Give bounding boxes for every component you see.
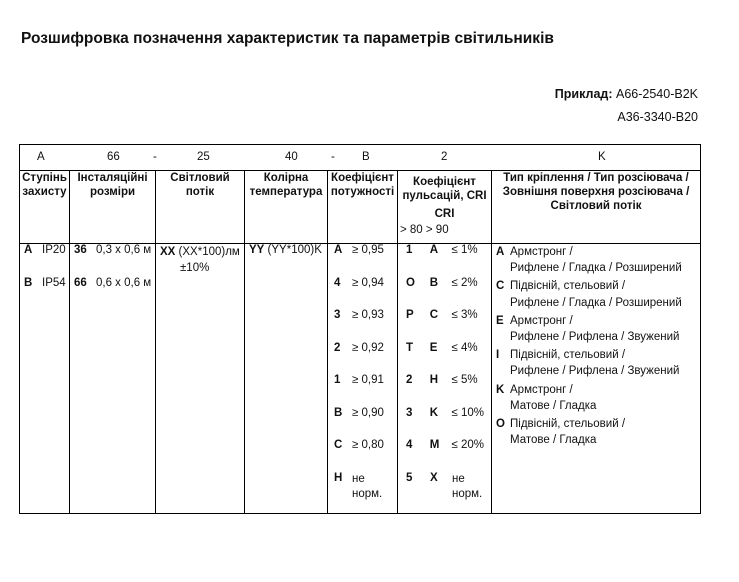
pulsation-item	[398, 277, 491, 310]
flux-tolerance: ±10%	[180, 262, 210, 274]
pulsation-value: ≤ 1%	[451, 244, 478, 256]
pulsation-code-2: H	[429, 374, 439, 386]
code-install: 66	[107, 151, 120, 163]
pf-code: C	[334, 439, 343, 451]
pf-code: H	[334, 471, 343, 484]
pf-code: 4	[334, 276, 341, 289]
protection-cell	[20, 244, 70, 514]
install-cell	[70, 244, 156, 514]
color-temp-value: (YY*100)K	[267, 244, 322, 256]
code-mount: K	[598, 151, 606, 163]
mount-item	[492, 278, 700, 310]
mount-code: O	[496, 418, 505, 431]
body-row	[20, 244, 701, 514]
mount-code: C	[496, 280, 505, 293]
mount-line-1: Армстронг /	[510, 314, 573, 327]
mount-line-2: Рифлене / Гладка / Розширений	[510, 296, 682, 309]
pulsation-value: ≤ 5%	[451, 374, 478, 386]
example-code-2: A36-3340-B20	[617, 110, 698, 124]
pulsation-item	[398, 244, 491, 277]
protection-value: IP54	[42, 276, 66, 289]
pulsation-code-1: 4	[406, 439, 413, 451]
protection-code: A	[24, 244, 33, 256]
pulsation-code-1: T	[406, 341, 414, 354]
pulsation-code-1: P	[406, 309, 414, 321]
pf-value: ≥ 0,80	[352, 439, 384, 451]
mount-line-2: Матове / Гладка	[510, 434, 597, 447]
pulsation-value: ≤ 2%	[451, 276, 478, 289]
pf-code: 3	[334, 309, 341, 321]
protection-value: IP20	[42, 244, 66, 256]
pulsation-code-2: C	[429, 309, 439, 321]
header-protection: Ступінь захисту	[20, 171, 70, 244]
protection-item	[20, 244, 69, 277]
header-cri: CRI	[434, 208, 455, 220]
pulsation-code-2: M	[429, 439, 440, 451]
flux-code: XX	[160, 246, 176, 258]
mount-line-1: Армстронг /	[510, 383, 573, 396]
code-dash-2: -	[331, 151, 335, 163]
code-dash-1: -	[153, 151, 157, 163]
mount-line-2: Рифлене / Рифлена / Звужений	[510, 365, 680, 378]
code-color-temp: 40	[285, 151, 298, 163]
pulsation-value: ≤ 3%	[451, 309, 478, 321]
mount-code: E	[496, 314, 504, 327]
header-row	[20, 171, 701, 244]
example-code-1: A66-2540-B2K	[615, 87, 698, 101]
pulsation-code-1: 3	[406, 406, 413, 419]
pulsation-item	[398, 472, 491, 505]
pf-value: ≥ 0,94	[352, 276, 384, 289]
install-code: 66	[74, 276, 87, 289]
example-label: Приклад:	[554, 87, 613, 101]
code-pulsation: 2	[441, 151, 448, 163]
pulsation-code-2: X	[430, 471, 438, 484]
pulsation-item	[398, 439, 491, 472]
pulsation-cell	[398, 244, 492, 514]
pulsation-value: не норм.	[452, 472, 483, 500]
mount-code: I	[496, 349, 500, 362]
example-line-1	[555, 87, 698, 101]
pulsation-code-1: 2	[406, 374, 413, 386]
header-flux: Світловий потік	[156, 171, 245, 244]
power-factor-item	[328, 374, 397, 407]
pulsation-code-1: 1	[406, 244, 413, 256]
pulsation-item	[398, 374, 491, 407]
color-temp-cell	[245, 244, 328, 514]
header-pulsation-label: Коефіцієнт пульсацій, CRI	[402, 176, 487, 202]
power-factor-cell	[328, 244, 398, 514]
color-temp-code: YY	[249, 244, 265, 256]
install-value: 0,6 х 0,6 м	[96, 276, 152, 289]
mount-item	[492, 382, 700, 414]
power-factor-item	[328, 342, 397, 375]
pf-value: ≥ 0,91	[352, 374, 384, 386]
code-row	[20, 145, 701, 171]
mount-line-1: Підвісній, стельовий /	[510, 349, 626, 362]
power-factor-item	[328, 277, 397, 310]
pulsation-code-2: E	[429, 341, 438, 354]
install-item	[70, 244, 155, 277]
page-title: Розшифровка позначення характеристик та параметрів світильників	[21, 30, 554, 47]
mount-cell	[492, 244, 701, 514]
install-code: 36	[74, 244, 87, 256]
mount-item	[492, 347, 700, 379]
mount-line-1: Підвісній, стельовий /	[510, 418, 626, 431]
protection-item	[20, 277, 69, 310]
pulsation-code-1: O	[406, 276, 415, 289]
power-factor-item	[328, 309, 397, 342]
pulsation-code-2: A	[429, 244, 439, 256]
protection-code: B	[24, 276, 33, 289]
install-value: 0,3 х 0,6 м	[96, 244, 152, 256]
mount-item	[492, 416, 700, 448]
mount-line-2: Рифлене / Рифлена / Звужений	[510, 331, 680, 344]
flux-cell	[156, 244, 245, 514]
pf-value: ≥ 0,93	[352, 309, 384, 321]
pf-value: ≥ 0,92	[352, 341, 384, 354]
flux-item	[156, 244, 244, 276]
mount-line-1: Підвісній, стельовий /	[510, 280, 626, 293]
pf-code: 2	[334, 341, 341, 354]
flux-value: (XX*100)лм	[178, 246, 240, 258]
pf-value: не норм.	[352, 472, 383, 500]
header-pulsation	[398, 171, 492, 244]
header-install: Інсталяційні розміри	[70, 171, 156, 244]
pulsation-code-2: K	[429, 406, 439, 419]
color-temp-item	[245, 244, 327, 256]
header-mount: Тип кріплення / Тип розсіювача / Зовнішня поверхня розсіювача / Світловий потік	[492, 171, 701, 244]
mount-line-1: Армстронг /	[510, 246, 573, 258]
power-factor-item	[328, 472, 397, 505]
power-factor-item	[328, 244, 397, 277]
header-power-factor: Коефіцієнт потужності	[328, 171, 398, 244]
install-item	[70, 277, 155, 310]
pf-code: B	[334, 406, 343, 419]
pulsation-value: ≤ 10%	[451, 406, 484, 419]
code-protection: A	[37, 151, 45, 163]
mount-item	[492, 313, 700, 345]
pulsation-item	[398, 407, 491, 440]
power-factor-item	[328, 407, 397, 440]
header-cri-range: > 80 > 90	[400, 224, 449, 236]
mount-line-2: Матове / Гладка	[510, 399, 597, 412]
code-power-factor: B	[362, 151, 370, 163]
mount-item	[492, 244, 700, 276]
pulsation-code-1: 5	[406, 471, 413, 484]
pulsation-item	[398, 309, 491, 342]
code-flux: 25	[197, 151, 210, 163]
pf-code: A	[334, 244, 343, 256]
mount-line-2: Рифлене / Гладка / Розширений	[510, 262, 682, 275]
pf-value: ≥ 0,95	[352, 244, 384, 256]
pulsation-value: ≤ 20%	[451, 439, 484, 451]
mount-code: A	[496, 246, 505, 258]
pf-value: ≥ 0,90	[352, 406, 384, 419]
pulsation-value: ≤ 4%	[451, 341, 478, 354]
power-factor-item	[328, 439, 397, 472]
spec-table	[19, 144, 701, 514]
pulsation-item	[398, 342, 491, 375]
mount-code: K	[496, 383, 505, 396]
header-color-temp: Колірна температура	[245, 171, 328, 244]
pulsation-code-2: B	[429, 276, 439, 289]
pf-code: 1	[334, 374, 341, 386]
